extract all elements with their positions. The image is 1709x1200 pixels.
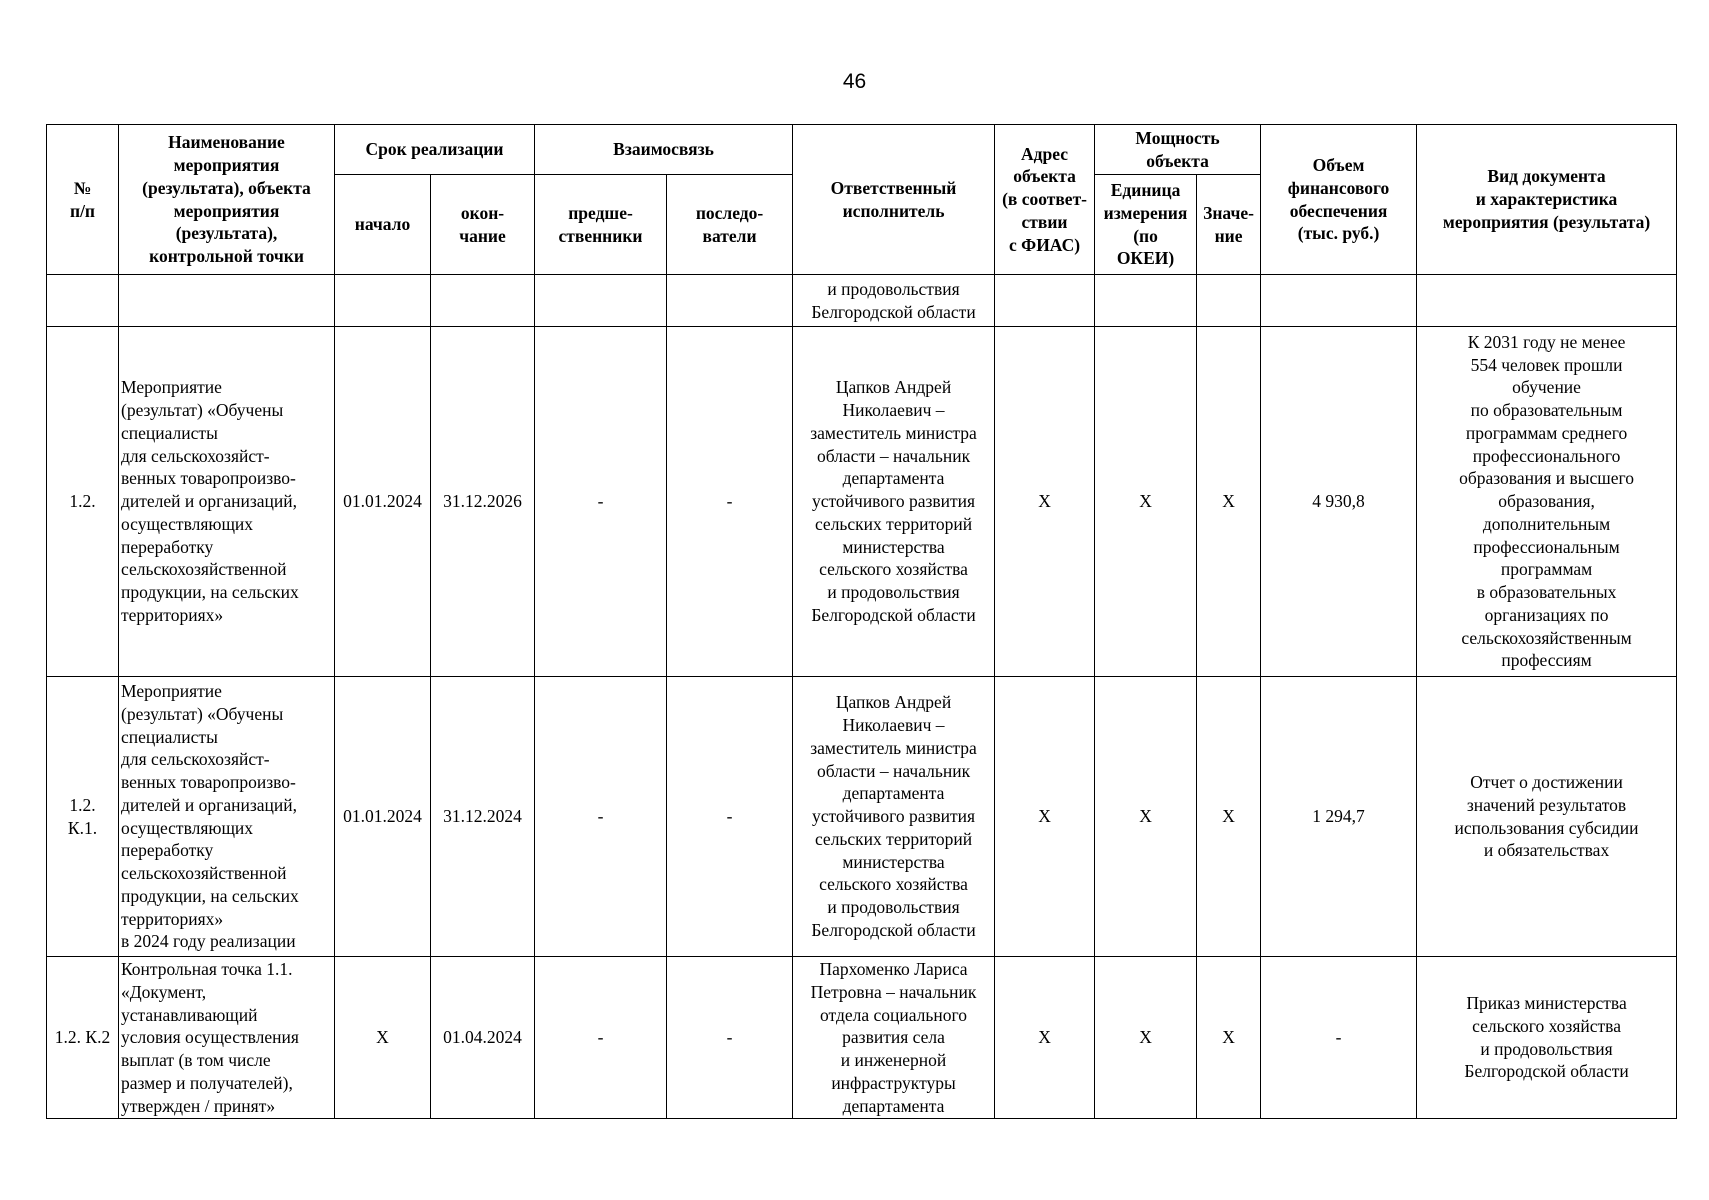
cell-address: X: [995, 677, 1095, 957]
header-capacity: Мощность объекта: [1095, 125, 1261, 175]
cell-name: Контрольная точка 1.1. «Документ, устанавливающий условия осуществления выплат (в том числе размер и получателей), утвержден / принят»: [119, 957, 335, 1119]
cell-document: Отчет о достижении значений результатов использования субсидии и обязательствах: [1417, 677, 1677, 957]
cell-unit: X: [1095, 327, 1197, 677]
cell-predecessors: [535, 275, 667, 327]
cell-unit: X: [1095, 957, 1197, 1119]
header-funding: Объем финансового обеспечения (тыс. руб.): [1261, 125, 1417, 275]
cell-end: 31.12.2026: [431, 327, 535, 677]
cell-name: [119, 275, 335, 327]
cell-number: 1.2.: [47, 327, 119, 677]
cell-value: X: [1197, 327, 1261, 677]
cell-number: 1.2. К.1.: [47, 677, 119, 957]
table-row: [47, 327, 1677, 677]
cell-start: 01.01.2024: [335, 677, 431, 957]
cell-funding: 1 294,7: [1261, 677, 1417, 957]
header-document: Вид документа и характеристика мероприятия (результата): [1417, 125, 1677, 275]
cell-end: 01.04.2024: [431, 957, 535, 1119]
cell-successors: -: [667, 677, 793, 957]
cell-responsible: Пархоменко Лариса Петровна – начальник отдела социального развития села и инженерной инфраструктуры департамента: [793, 957, 995, 1119]
cell-end: 31.12.2024: [431, 677, 535, 957]
page-number: 46: [842, 70, 867, 93]
header-period: Срок реализации: [335, 125, 535, 175]
cell-successors: [667, 275, 793, 327]
cell-unit: [1095, 275, 1197, 327]
table-row: [47, 677, 1677, 957]
cell-document: [1417, 275, 1677, 327]
header-start: начало: [335, 175, 431, 275]
table-row: [47, 957, 1677, 1119]
cell-document: Приказ министерства сельского хозяйства и продовольствия Белгородской области: [1417, 957, 1677, 1119]
cell-funding: [1261, 275, 1417, 327]
cell-start: [335, 275, 431, 327]
cell-value: X: [1197, 957, 1261, 1119]
header-responsible: Ответственный исполнитель: [793, 125, 995, 275]
cell-end: [431, 275, 535, 327]
header-predecessors: предше- ственники: [535, 175, 667, 275]
cell-document: К 2031 году не менее 554 человек прошли обучение по образовательным программам среднего профессионального образования и высшего образования, дополнительным профессиональным программам в образовательных организациях по сельскохозяйственным профессиям: [1417, 327, 1677, 677]
cell-predecessors: -: [535, 327, 667, 677]
activities-table: [46, 124, 1677, 1119]
cell-value: [1197, 275, 1261, 327]
cell-funding: 4 930,8: [1261, 327, 1417, 677]
cell-responsible: Цапков Андрей Николаевич – заместитель министра области – начальник департамента устойчивого развития сельских территорий министерства сельского хозяйства и продовольствия Белгородской области: [793, 677, 995, 957]
table-row: [47, 275, 1677, 327]
cell-address: X: [995, 957, 1095, 1119]
cell-address: X: [995, 327, 1095, 677]
cell-start: X: [335, 957, 431, 1119]
cell-responsible: Цапков Андрей Николаевич – заместитель министра области – начальник департамента устойчивого развития сельских территорий министерства сельского хозяйства и продовольствия Белгородской области: [793, 327, 995, 677]
cell-address: [995, 275, 1095, 327]
cell-funding: -: [1261, 957, 1417, 1119]
cell-unit: X: [1095, 677, 1197, 957]
header-address: Адрес объекта (в соответ- ствии с ФИАС): [995, 125, 1095, 275]
cell-responsible: и продовольствия Белгородской области: [793, 275, 995, 327]
header-successors: последо- ватели: [667, 175, 793, 275]
cell-name: Мероприятие (результат) «Обучены специалисты для сельскохозяйст- венных товаропроизво- дителей и организаций, осуществляющих переработку сельскохозяйственной продукции, на сельских территориях» в 2024 году реализации: [119, 677, 335, 957]
cell-number: [47, 275, 119, 327]
header-end: окон- чание: [431, 175, 535, 275]
cell-successors: -: [667, 957, 793, 1119]
cell-predecessors: -: [535, 957, 667, 1119]
header-name: Наименование мероприятия (результата), объекта мероприятия (результата), контрольной точки: [119, 125, 335, 275]
header-value: Значе- ние: [1197, 175, 1261, 275]
cell-number: 1.2. К.2: [47, 957, 119, 1119]
cell-predecessors: -: [535, 677, 667, 957]
header-unit: Единица измерения (по ОКЕИ): [1095, 175, 1197, 275]
header-number: № п/п: [47, 125, 119, 275]
cell-successors: -: [667, 327, 793, 677]
cell-name: Мероприятие (результат) «Обучены специалисты для сельскохозяйст- венных товаропроизво- дителей и организаций, осуществляющих переработку сельскохозяйственной продукции, на сельских территориях»: [119, 327, 335, 677]
cell-start: 01.01.2024: [335, 327, 431, 677]
cell-value: X: [1197, 677, 1261, 957]
header-link: Взаимосвязь: [535, 125, 793, 175]
